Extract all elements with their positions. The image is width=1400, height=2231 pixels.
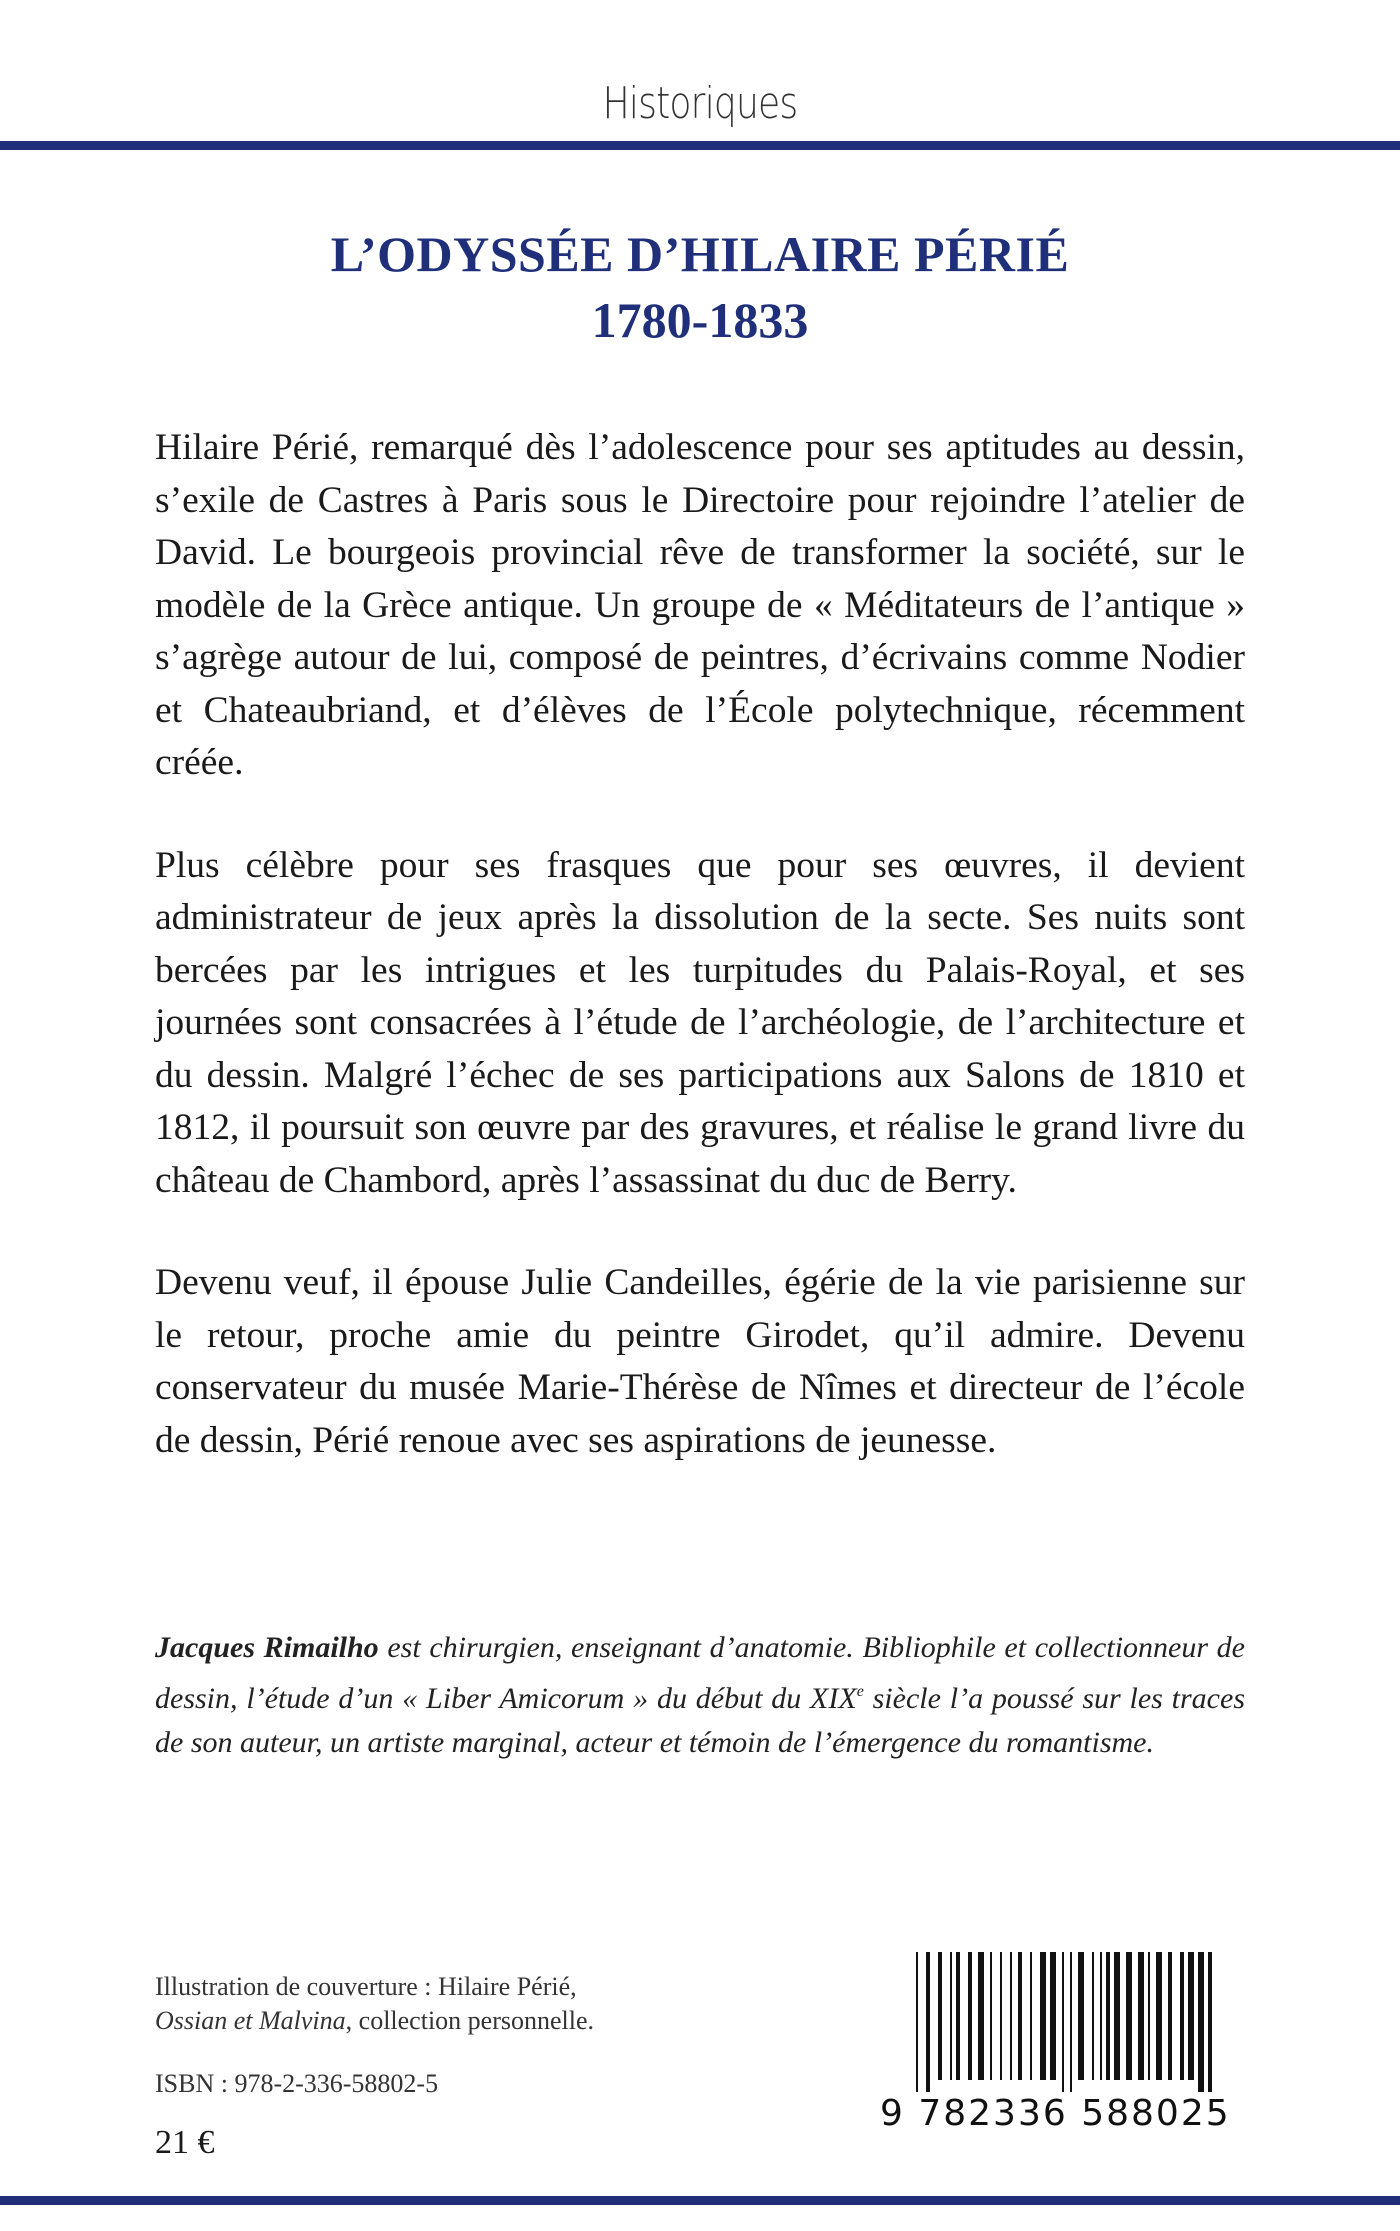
credit-suffix: , collection personnelle. (345, 2006, 595, 2035)
barcode-bar (1078, 1952, 1084, 2080)
barcode-bar (1040, 1952, 1046, 2080)
barcode-bar (1050, 1952, 1056, 2080)
barcode-bar (978, 1952, 984, 2080)
blurb-paragraph-3: Devenu veuf, il épouse Julie Candeilles, égérie de la vie parisienne sur le retour, proche amie du peintre Girodet, qu’il admire. Devenu conservateur du musée Marie-Thérèse de Nîmes et directeur de l’école de dessin, Périé renoue avec ses aspirations de jeunesse. (155, 1262, 1245, 1461)
barcode-bar (1148, 1952, 1150, 2080)
credit-work: Ossian et Malvina (155, 2006, 346, 2035)
barcode-bar (1188, 1952, 1194, 2080)
barcode-bar (1070, 1952, 1072, 2092)
barcode-bar (1010, 1952, 1012, 2080)
barcode-bar (1018, 1952, 1022, 2080)
barcode-bar (1180, 1952, 1184, 2080)
blurb-paragraph-2: Plus célèbre pour ses frasques que pour ses œuvres, il devient administrateur de jeux après la dissolution de la secte. Ses nuits sont bercées par les intrigues et les turpitudes du Palais-Royal, et ses journées sont consacrées à l’étude de l’archéologie, de l’architecture et du dessin. Malgré l’échec de ses participations aux Salons de 1810 et 1812, il poursuit son œuvre par des gravures, et réalise le grand livre du château de Chambord, après l’assassinat du duc de Berry. (155, 844, 1245, 1201)
price: 21 € (155, 2124, 215, 2161)
barcode-bar (1100, 1952, 1102, 2080)
barcode-digits: 9 782336 588025 (880, 2093, 1231, 2134)
barcode-bar (1156, 1952, 1162, 2080)
author-name: Jacques Rimailho (155, 1631, 379, 1664)
barcode-bar (926, 1952, 930, 2092)
barcode-bar (1000, 1952, 1002, 2080)
bottom-rule (0, 2196, 1400, 2205)
barcode-bar (1106, 1952, 1110, 2080)
barcode-bar (1030, 1952, 1032, 2080)
author-bio (155, 1626, 1245, 1765)
barcode-bar (1138, 1952, 1144, 2080)
blurb (155, 422, 1245, 1517)
blurb-paragraph-1: Hilaire Périé, remarqué dès l’adolescence pour ses aptitudes au dessin, s’exile de Castres à Paris sous le Directoire pour rejoindre l’atelier de David. Le bourgeois provincial rêve de transformer la société, sur le modèle de la Grèce antique. Un groupe de « Méditateurs de l’antique » s’agrège autour de lui, composé de peintres, d’écrivains comme Nodier et Chateaubriand, et d’élèves de l’École polytechnique, récemment créée. (155, 427, 1245, 783)
barcode-bar (916, 1952, 918, 2092)
barcode-bar (1114, 1952, 1120, 2080)
bio-superscript: e (856, 1683, 864, 1700)
series-logo: Historiques (602, 78, 798, 129)
barcode-bar (938, 1952, 942, 2080)
barcode-bar (1092, 1952, 1094, 2080)
isbn: ISBN : 978-2-336-58802-5 (155, 2069, 439, 2098)
bio-text-1: est chirurgien, enseignant d’anatomie. Bibliophile et collectionneur de dessin, l’étude d’un « Liber Amicorum » du début du XIX (155, 1631, 1245, 1715)
barcode-bar (990, 1952, 992, 2080)
barcode-bar (956, 1952, 960, 2080)
barcode-bar (950, 1952, 952, 2080)
barcode-bar (1168, 1952, 1172, 2080)
top-rule (0, 141, 1400, 150)
barcode-bar (968, 1952, 972, 2080)
book-title: L’ODYSSÉE D’HILAIRE PÉRIÉ (330, 226, 1070, 282)
barcode-bars (912, 1952, 1234, 2092)
bio-text-2: siècle l’a poussé sur les traces de son auteur, un artiste marginal, acteur et témoin de l’émergence du romantisme. (155, 1682, 1245, 1759)
book-dates: 1780-1833 (591, 292, 809, 348)
barcode-bar (1208, 1952, 1212, 2092)
cover-credit (155, 1970, 715, 2038)
barcode-bar (1062, 1952, 1064, 2092)
barcode-bar (1126, 1952, 1132, 2080)
barcode-bar (1198, 1952, 1204, 2092)
credit-prefix: Illustration de couverture : Hilaire Périé, (155, 1972, 577, 2001)
